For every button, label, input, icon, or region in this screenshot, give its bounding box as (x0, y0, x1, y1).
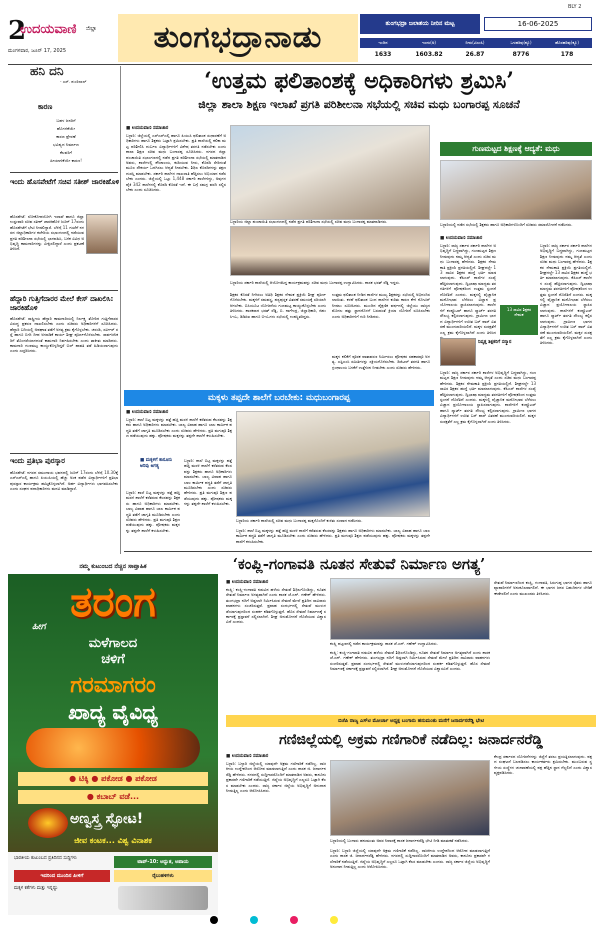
second-headline: ‘ಕಂಪ್ಲಿ-ಗಂಗಾವತಿ ನೂತನ ಸೇತುವೆ ನಿರ್ಮಾಣ ಅಗತ್ಯ’ (232, 555, 486, 573)
story-dateline: ■ ಉದಯವಾಣಿ ಸಮಾಚಾರ (226, 754, 269, 759)
poem-title: ಕಾರಣ (38, 103, 53, 111)
dam-label: ಇಂದಿನ (378, 40, 388, 45)
story-strap: ಬಿಜೆಪಿ ರಾಜ್ಯ ಎಸ್‌ಟಿ ಮೋರ್ಚಾ ಅಧ್ಯಕ್ಷ ಬಂಗಾರು ಹನುಮಂತು ಮನೆಗೆ ಜನಾರ್ದನರೆಡ್ಡಿ ಭೇಟಿ (226, 715, 596, 727)
event-photo (230, 226, 430, 276)
story-column: ಬಳ್ಳಾರಿ: ಶಾಲೆ ಬಿಟ್ಟ ಮಕ್ಕಳನ್ನು ಪತ್ತೆ ಹಚ್ಚಿ ಮರಳಿ ಶಾಲೆಗೆ ಕರೆತರುವ ಕೆಲಸವನ್ನು ಶಿಕ್ಷಕರು ಹಾಗೂ ಅಧಿಕಾರಿಗಳು ಮಾಡಬೇಕು. ಬಾಲ್ಯ ವಿವಾಹ ಹಾಗೂ ಬಾಲ ಕಾರ್ಮಿಕ ಪದ್ಧತಿ ತಡೆಗೆ ಜಾಗೃತಿ ಮೂಡಿಸಬೇಕು ಎಂದು ಸಚಿವರು ಹೇಳಿದರು. ಪ್ರತಿ ಮಗುವೂ ಶಿಕ್ಷಣ ಪಡೆಯುವುದು ಹಕ್ಕು. ಪೋಷಕರು ಮಕ್ಕಳನ್ನು ತಪ್ಪದೇ ಶಾಲೆಗೆ ಕಳುಹಿಸಬೇಕು. (236, 528, 430, 544)
reg-mark-black (210, 916, 218, 924)
photo-caption: ಬಳ್ಳಾರಿಯಲ್ಲಿ ನಡೆದ ಸಭೆಯಲ್ಲಿ ಶಿಕ್ಷಕರು ಹಾಗೂ ಅಧಿಕಾರಿಗಳೊಂದಿಗೆ ಸಚಿವರು ಸಮಾಲೋಚನೆ ನಡೆಸಿದರು. (440, 222, 573, 227)
photo-caption: ಬಳ್ಳಾರಿಯ ಸರ್ಕಾರಿ ಶಾಲೆಯಲ್ಲಿ ಆಯೋಜಿಸಿದ್ದ ಕಾರ್ಯಕ್ರಮವನ್ನು ಸಚಿವ ಮಧು ಬಂಗಾರಪ್ಪ ಉದ್ಘಾಟಿಸಿದರು. ಶಾಸಕ ಭರತ್ ರೆಡ್ಡಿ ಇದ್ದರು. (230, 280, 401, 285)
story-column: ಬಳ್ಳಾರಿ: ರಾಜ್ಯ ಸರ್ಕಾರ ಸರ್ಕಾರಿ ಶಾಲೆಗಳ ಅಭಿವೃದ್ಧಿಗೆ ಬದ್ಧವಾಗಿದ್ದು, ಗುಣಮಟ್ಟದ ಶಿಕ್ಷಣ ನೀಡುವುದು ನಮ್ಮ ಆದ್ಯತೆ ಎಂದು ಸಚಿವ ಮಧು ಬಂಗಾರಪ್ಪ ಹೇಳಿದರು. ಶಿಕ್ಷಕರ ನೇಮಕಾತಿ ಪ್ರಕ್ರಿಯೆ ಪ್ರಗತಿಯಲ್ಲಿದೆ. ಶೀಘ್ರದಲ್ಲೇ 13 ಸಾವಿರ ಶಿಕ್ಷಕರ ಹುದ್ದೆ ಭರ್ತಿ ಮಾಡಲಾಗುವುದು. ಕೆಪಿಎಸ್ ಶಾಲೆಗಳ ಸಂಖ್ಯೆ ಹೆಚ್ಚಿಸಲಾಗುವುದು. ದ್ವಿಭಾಷಾ ಮಾಧ್ಯಮ ತರಗತಿಗಳಿಗೆ ಪೋಷಕರಿಂದ ಉತ್ತಮ ಸ್ಪಂದನೆ ದೊರೆತಿದೆ ಎಂದರು. ಮಕ್ಕಳಲ್ಲಿ ವೈಜ್ಞಾನಿಕ ಮನೋಭಾವ ಬೆಳೆಸಲು ವಿಜ್ಞಾನ ಪ್ರಯೋಗಾಲಯ ಸ್ಥಾಪಿಸಲಾಗುವುದು. ಶಾಲೆಗಳಿಗೆ ಕಂಪ್ಯೂಟರ್ ಹಾಗೂ ಸ್ಮಾರ್ಟ್ ತರಗತಿ ಸೌಲಭ್ಯ ಕಲ್ಪಿಸಲಾಗುವುದು. ಗ್ರಾಮೀಣ ಭಾಗದ ವಿದ್ಯಾರ್ಥಿಗಳಿಗೆ ಉಚಿತ ಬಸ್ ಪಾಸ್ ವಿತರಣೆ ಮುಂದುವರಿಯಲಿದೆ. ಮಕ್ಕಳ ಸುರಕ್ಷತೆಗೆ ಎಲ್ಲ ಕ್ರಮ ಕೈಗೊಳ್ಳಲಾಗಿದೆ ಎಂದು ತಿಳಿಸಿದ (440, 243, 496, 335)
story-column: ಬಳ್ಳಾರಿ: ಶಾಲೆ ಬಿಟ್ಟ ಮಕ್ಕಳನ್ನು ಪತ್ತೆ ಹಚ್ಚಿ ಮರಳಿ ಶಾಲೆಗೆ ಕರೆತರುವ ಕೆಲಸವನ್ನು ಶಿಕ್ಷಕರು ಹಾಗೂ ಅಧಿಕಾರಿಗಳು ಮಾಡಬೇಕು. ಬಾಲ್ಯ ವಿವಾಹ ಹಾಗೂ ಬಾಲ ಕಾರ್ಮಿಕ ಪದ್ಧತಿ ತಡೆಗೆ ಜಾಗೃತಿ ಮೂಡಿಸಬೇಕು ಎಂದು ಸಚಿವರು ಹೇಳಿದರು. ಪ್ರತಿ ಮಗುವೂ ಶಿಕ್ಷಣ ಪಡೆಯುವುದು ಹಕ್ಕು. ಪೋಷಕರು ಮಕ್ಕಳನ್ನು ತಪ್ಪದೇ ಶಾಲೆಗೆ ಕಳುಹಿಸಬೇಕು. (184, 458, 232, 507)
pull-quote: ■ ಮಕ್ಕಳಿಗೆ ಕಾನೂನು ಅರಿವು ಅಗತ್ಯ (140, 458, 173, 469)
honey-dani-author: - ಎಸ್. ಶುಂಠಿಲಾಲ್ (60, 79, 87, 84)
dam-value: 8776 (512, 51, 530, 58)
reddy-visit-photo (330, 760, 490, 836)
poem-line: ಬಹಳ ಜನರಿಗೆ (56, 118, 76, 123)
ad-menu-line: ● ಟಿಕ್ಕಿ ● ಪಕೋಡ ● ಪಕೋಡ (18, 772, 208, 786)
edition-tag: BLY 2 (568, 4, 582, 10)
story-column: ಬಳ್ಳಾರಿ: ಬಳ್ಳಾರಿ ಜಿಲ್ಲೆಯಲ್ಲಿ ಯಾವುದೇ ಅಕ್ರಮ ಗಣಿಗಾರಿಕೆ ನಡೆದಿಲ್ಲ. ರಾಜಕೀಯ ಉದ್ದೇಶದಿಂದ ಆರೋಪ ಮಾಡಲಾಗುತ್ತಿದೆ ಎಂದು ಶಾಸಕ ಜಿ. ಜನಾರ್ದನರೆಡ್ಡಿ ಹೇಳಿದರು. ನಗರದಲ್ಲಿ ಸುದ್ದಿಗಾರರೊಂದಿಗೆ ಮಾತನಾಡಿದ ಅವರು, ಕಾನೂನು ಪ್ರಕಾರವೇ ಗಣಿಗಾರಿಕೆ ನಡೆಯುತ್ತಿದೆ. ಜಿಲ್ಲೆಯ ಅಭಿವೃದ್ಧಿಗೆ ಎಲ್ಲರೂ ಒಟ್ಟಾಗಿ ಕೆಲಸ ಮಾಡಬೇಕು ಎಂದರು. ರಾಜ್ಯ ಸರ್ಕಾರ ಜಿಲ್ಲೆಯ ಅಭಿವೃದ್ಧಿಗೆ ಅನುದಾನ ನೀಡುತ್ತಿಲ್ಲ ಎಂದು ಆರೋಪಿಸಿದರು. (226, 761, 326, 794)
bridge-event-photo (330, 578, 490, 640)
story-dateline: ■ ಉದಯವಾಣಿ ಸಮಾಚಾರ (126, 410, 169, 415)
poem-line: ಹೀಯಾಳಿಕೆಯೇ ಕಾರಣ! (50, 158, 82, 163)
story-column: ಮಕ್ಕಳ ಕಲಿಕೆಗೆ ಪೂರಕ ವಾತಾವರಣ ನಿರ್ಮಿಸಲು ಪೋಷಕರ ಸಹಕಾರವೂ ಅಗತ್ಯ. ಎಸ್ಡಿಎಂಸಿ ಸಮಿತಿಗಳನ್ನು ಸಕ್ರಿಯಗೊಳಿಸಬೇಕು. ಡಿಜಿಟಲ್ ತರಗತಿ ಹಾಗೂ ಗ್ರಂಥಾಲಯ ಬಳಕೆಗೆ ಉತ್ತೇಜನ ನೀಡಬೇಕು ಎಂದು ಸಚಿವರು ಹೇಳಿದರು. (332, 354, 430, 370)
story-column: ಶಿಕ್ಷಕರ ಕೊರತೆ ನೀಗಿಸಲು ಅತಿಥಿ ಶಿಕ್ಷಕರ ನೇಮಕ ಪ್ರಕ್ರಿಯೆ ಶೀಘ್ರ ಪೂರ್ಣಗೊಳಿಸಬೇಕು. ಮಕ್ಕಳಿಗೆ ಸಮವಸ್ತ್ರ, ಪಠ್ಯಪುಸ್ತಕ ವಿತರಣೆ ಸಮಯಕ್ಕೆ ಸರಿಯಾಗಿ ಆಗಬೇಕು. ಬಿಸಿಯೂಟ ಯೋಜನೆಯ ಗುಣಮಟ್ಟ ಕಾಯ್ದುಕೊಳ್ಳಬೇಕು ಎಂದು ತಿಳಿಸಿದರು. ಶಾಸಕರಾದ ಭರತ್ ರೆಡ್ಡಿ, ಬಿ. ನಾಗೇಂದ್ರ, ಜಿಲ್ಲಾಧಿಕಾರಿ, ಜಿಪಂ ಸಿಇಒ, ಡಿಡಿಪಿಐ ಹಾಗೂ ಬಿಇಒಗಳು ಸಭೆಯಲ್ಲಿ ಉಪಸ್ಥಿತರಿದ್ದರು. (230, 292, 326, 319)
column-divider (120, 66, 121, 554)
ad-tagline: ನಮ್ಮ ಕುಟುಂಬದ ನೆಚ್ಚಿನ ಸಾಪ್ತಾಹಿಕ (8, 560, 218, 574)
dam-label: ನೀರು(ಟಿಎಂಸಿ) (465, 40, 485, 45)
ad-brand: ತರಂಗ (70, 577, 156, 626)
dam-label: ಇಂದು(ಅ) (422, 40, 436, 45)
story-dateline: ■ ಉದಯವಾಣಿ ಸಮಾಚಾರ (440, 236, 483, 241)
dam-label: ಒಳಹರಿವು(ಕ್ಯೂ) (510, 40, 532, 45)
poem-line: ಭವಿಷ್ಯದ ನಿರ್ಮಾಣ (53, 142, 79, 147)
ad-line: ಅಣ್ವಸ್ತ್ರ ಸ್ಫೋಟ! (70, 811, 144, 827)
photo-caption: ಬಳ್ಳಾರಿಯ ಸರ್ಕಾರಿ ಶಾಲೆಯಲ್ಲಿ ಸಚಿವ ಮಧು ಬಂಗಾರಪ್ಪ ಮಕ್ಕಳೊಂದಿಗೆ ಕುಳಿತು ಸಂವಾದ ನಡೆಸಿದರು. (236, 518, 363, 523)
story-dateline: ■ ಉದಯವಾಣಿ ಸಮಾಚಾರ (126, 126, 169, 131)
photo-caption: ಕಂಪ್ಲಿ ಪಟ್ಟಣದಲ್ಲಿ ನಡೆದ ಕಾರ್ಯಕ್ರಮವನ್ನು ಶಾಸಕ ಜೆ.ಎನ್. ಗಣೇಶ್ ಉದ್ಘಾಟಿಸಿದರು. (330, 641, 438, 646)
ad-teaser: ರೈಲುಹಳಿಗಳು (114, 870, 212, 882)
issue-dateline: ಮಂಗಳವಾರ, ಜೂನ್ 17, 2025 (8, 48, 66, 54)
brand-edition: ಜಿಲ್ಲಾ (86, 25, 97, 32)
side-story-banner: ಗುಣಮಟ್ಟದ ಶಿಕ್ಷಣಕ್ಕೆ ಆದ್ಯತೆ: ಮಧು (440, 142, 592, 156)
ad-teaser: ಮಕ್ಕಳ ಕತೆಗಳು ಮತ್ತು ಇನ್ನಷ್ಟು (14, 886, 58, 891)
teacher-photo (440, 338, 476, 366)
train-image (118, 886, 208, 910)
ad-line: ಗರಮಾಗರಂ (70, 672, 156, 698)
explosion-image (28, 808, 68, 838)
news-headline: ಹೆದ್ದಾರಿ ಗುತ್ತಿಗೆದಾರರ ಮೇಲೆ ಕೇಸ್ ದಾಖಲಿಸಿ: ಜಾರಕಿಹೊಳಿ (10, 295, 114, 312)
story-dateline: ■ ಉದಯವಾಣಿ ಸಮಾಚಾರ (226, 580, 269, 585)
news-headline: ಇಂದು ಹೊಸಪೇಟೆಗೆ ಸಚಿವ ಸತೀಶ್ ಜಾರಕಿಹೊಳಿ (10, 178, 120, 186)
photo-caption: ಬಳ್ಳಾರಿಯ ಜಿಲ್ಲಾ ಪಂಚಾಯಿತಿ ಸಭಾಂಗಣದಲ್ಲಿ ನಡೆದ ಪ್ರಗತಿ ಪರಿಶೀಲನಾ ಸಭೆಯಲ್ಲಿ ಸಚಿವ ಮಧು ಬಂಗಾರಪ್ಪ ಮಾತನಾಡಿದರು. (230, 219, 388, 224)
ad-teaser: ಇದರಿಂದ ಮುಂದಿನ ಪೀಳಿಗೆ (14, 870, 110, 882)
ad-menu-line: ● ಕಬಾಬ್ ವಡೆ... (18, 790, 208, 804)
dam-level-date: 16-06-2025 (484, 17, 592, 31)
poem-line: ಕೆಲವರಿಗೆ (60, 150, 72, 155)
poem-line: ಕಾರಣ ಪ್ರೇರಣೆ (56, 134, 76, 139)
supplement-title: ತುಂಗಭದ್ರಾನಾಡು (118, 14, 358, 62)
ad-bottom-panel (8, 852, 218, 915)
ad-brand-sub: ಹೀಗ (32, 622, 46, 632)
main-subheadline: ಜಿಲ್ಲಾ ಶಾಲಾ ಶಿಕ್ಷಣ ಇಲಾಖೆ ಪ್ರಗತಿ ಪರಿಶೀಲನಾ ಸಭೆಯಲ್ಲಿ ಸಚಿವ ಮಧು ಬಂಗಾರಪ್ಪ ಸೂಚನೆ (198, 98, 520, 111)
news-body: ಹೊಸಪೇಟೆ: ಲೋಕೋಪಯೋಗಿ ಇಲಾಖೆ ಹಾಗೂ ಜಿಲ್ಲಾ ಉಸ್ತುವಾರಿ ಸಚಿವ ಸತೀಶ್ ಜಾರಕಿಹೊಳಿ ಜೂನ್ 17ರಂದು ಹೊಸಪೇಟೆಗೆ ಭೇಟಿ ನೀಡಲಿದ್ದಾರೆ. ಬೆಳಿಗ್ಗೆ 11 ಗಂಟೆಗೆ ನಗರದ ಜಿಲ್ಲಾಧಿಕಾರಿಗಳ ಕಚೇರಿಯ ಸಭಾಂಗಣದಲ್ಲಿ ನಡೆಯುವ ಪ್ರಗತಿ ಪರಿಶೀಲನಾ ಸಭೆಯಲ್ಲಿ ಭಾಗವಹಿಸಿ, ಬಳಿಕ ವಿವಿಧ ಅಭಿವೃದ್ಧಿ ಕಾಮಗಾರಿಗಳನ್ನು ವೀಕ್ಷಿಸಲಿದ್ದಾರೆ ಎಂದು ಪ್ರಕಟಣೆ ತಿಳಿಸಿದೆ. (10, 214, 84, 252)
ad-line: ಖಾದ್ಯ ವೈವಿಧ್ಯ (68, 700, 158, 724)
ad-teaser: ಟಾಪ್-10: ಅಧ್ಭುತ, ಅಪಾಯ (114, 856, 212, 868)
ad-line: ಮಳೆಗಾಲದ (88, 636, 138, 651)
story-column: ಬಳ್ಳಾರಿ: ಬಳ್ಳಾರಿ ಜಿಲ್ಲೆಯಲ್ಲಿ ಯಾವುದೇ ಅಕ್ರಮ ಗಣಿಗಾರಿಕೆ ನಡೆದಿಲ್ಲ. ರಾಜಕೀಯ ಉದ್ದೇಶದಿಂದ ಆರೋಪ ಮಾಡಲಾಗುತ್ತಿದೆ ಎಂದು ಶಾಸಕ ಜಿ. ಜನಾರ್ದನರೆಡ್ಡಿ ಹೇಳಿದರು. ನಗರದಲ್ಲಿ ಸುದ್ದಿಗಾರರೊಂದಿಗೆ ಮಾತನಾಡಿದ ಅವರು, ಕಾನೂನು ಪ್ರಕಾರವೇ ಗಣಿಗಾರಿಕೆ ನಡೆಯುತ್ತಿದೆ. ಜಿಲ್ಲೆಯ ಅಭಿವೃದ್ಧಿಗೆ ಎಲ್ಲರೂ ಒಟ್ಟಾಗಿ ಕೆಲಸ ಮಾಡಬೇಕು ಎಂದರು. ರಾಜ್ಯ ಸರ್ಕಾರ ಜಿಲ್ಲೆಯ ಅಭಿವೃದ್ಧಿಗೆ ಅನುದಾನ ನೀಡುತ್ತಿಲ್ಲ ಎಂದು ಆರೋಪಿಸಿದರು. (330, 848, 490, 870)
section-divider (10, 290, 118, 291)
ad-line: ಚಳಿಗೆ (101, 652, 125, 667)
dam-value: 1633 (374, 51, 392, 58)
dam-value: 26.87 (465, 51, 485, 58)
story-column: ಕಂಪ್ಲಿ: ಕಂಪ್ಲಿ-ಗಂಗಾವತಿ ನಡುವಿನ ಹಳೆಯ ಸೇತುವೆ ಶಿಥಿಲಗೊಂಡಿದ್ದು, ನೂತನ ಸೇತುವೆ ನಿರ್ಮಾಣ ಅಗತ್ಯವಾಗಿದೆ ಎಂದು ಶಾಸಕ ಜೆ.ಎನ್. ಗಣೇಶ್ ಹೇಳಿದರು. ತುಂಗಭದ್ರಾ ನದಿಗೆ ಅಡ್ಡಲಾಗಿ ನಿರ್ಮಿಸಿರುವ ಸೇತುವೆ ಮೇಲೆ ಪ್ರತಿದಿನ ಸಾವಿರಾರು ವಾಹನಗಳು ಸಂಚರಿಸುತ್ತವೆ. ಪ್ರವಾಹ ಸಂದರ್ಭದಲ್ಲಿ ಸೇತುವೆ ಮುಳುಗಡೆಯಾಗುವುದರಿಂದ ಸಂಪರ್ಕ ಕಡಿತಗೊಳ್ಳುತ್ತದೆ. ಹೊಸ ಸೇತುವೆ ನಿರ್ಮಾಣಕ್ಕೆ ಸರ್ಕಾರಕ್ಕೆ ಪ್ರಸ್ತಾವನೆ ಸಲ್ಲಿಸಲಾಗಿದೆ. ಶೀಘ್ರ ಅನುಮೋದನೆ ದೊರೆಯುವ ವಿಶ್ವಾಸವಿದೆ ಎಂದರು. (226, 587, 326, 625)
reg-mark-magenta (290, 916, 298, 924)
section-divider (124, 551, 592, 552)
news-headline: ಇಂದು ಪ್ರತಿಭಾ ಪುರಸ್ಕಾರ (10, 457, 65, 465)
highlight-box: 13 ಸಾವಿರ ಶಿಕ್ಷಕರ ನೇಮಕ (500, 305, 538, 335)
taranga-advertisement[interactable] (8, 560, 218, 915)
story-column: ಕೇಂದ್ರ ಸರ್ಕಾರದ ಯೋಜನೆಗಳನ್ನು ಜಿಲ್ಲೆಗೆ ತರಲು ಪ್ರಯತ್ನಿಸಲಾಗುವುದು. ಪಕ್ಷದ ಸಂಘಟನೆ ಬಲಪಡಿಸಲು ಕಾರ್ಯಕರ್ತರು ಶ್ರಮಿಸಬೇಕು. ಮುಂಬರುವ ಸ್ಥಳೀಯ ಸಂಸ್ಥೆಗಳ ಚುನಾವಣೆಯಲ್ಲಿ ಪಕ್ಷ ಹೆಚ್ಚಿನ ಸ್ಥಾನ ಗೆಲ್ಲಲಿದೆ ಎಂದು ವಿಶ್ವಾಸ ವ್ಯಕ್ತಪಡಿಸಿದರು. (494, 754, 592, 776)
story-column: ಬಳ್ಳಾರಿ: ಶಾಲೆ ಬಿಟ್ಟ ಮಕ್ಕಳನ್ನು ಪತ್ತೆ ಹಚ್ಚಿ ಮರಳಿ ಶಾಲೆಗೆ ಕರೆತರುವ ಕೆಲಸವನ್ನು ಶಿಕ್ಷಕರು ಹಾಗೂ ಅಧಿಕಾರಿಗಳು ಮಾಡಬೇಕು. ಬಾಲ್ಯ ವಿವಾಹ ಹಾಗೂ ಬಾಲ ಕಾರ್ಮಿಕ ಪದ್ಧತಿ ತಡೆಗೆ ಜಾಗೃತಿ ಮೂಡಿಸಬೇಕು ಎಂದು ಸಚಿವರು ಹೇಳಿದರು. ಪ್ರತಿ ಮಗುವೂ ಶಿಕ್ಷಣ ಪಡೆಯುವುದು ಹಕ್ಕು. ಪೋಷಕರು ಮಕ್ಕಳನ್ನು ತಪ್ಪದೇ ಶಾಲೆಗೆ ಕಳುಹಿಸಬೇಕು. (126, 417, 232, 439)
story-column: ಬಳ್ಳಾರಿ: ರಾಜ್ಯ ಸರ್ಕಾರ ಸರ್ಕಾರಿ ಶಾಲೆಗಳ ಅಭಿವೃದ್ಧಿಗೆ ಬದ್ಧವಾಗಿದ್ದು, ಗುಣಮಟ್ಟದ ಶಿಕ್ಷಣ ನೀಡುವುದು ನಮ್ಮ ಆದ್ಯತೆ ಎಂದು ಸಚಿವ ಮಧು ಬಂಗಾರಪ್ಪ ಹೇಳಿದರು. ಶಿಕ್ಷಕರ ನೇಮಕಾತಿ ಪ್ರಕ್ರಿಯೆ ಪ್ರಗತಿಯಲ್ಲಿದೆ. ಶೀಘ್ರದಲ್ಲೇ 13 ಸಾವಿರ ಶಿಕ್ಷಕರ ಹುದ್ದೆ ಭರ್ತಿ ಮಾಡಲಾಗುವುದು. ಕೆಪಿಎಸ್ ಶಾಲೆಗಳ ಸಂಖ್ಯೆ ಹೆಚ್ಚಿಸಲಾಗುವುದು. ದ್ವಿಭಾಷಾ ಮಾಧ್ಯಮ ತರಗತಿಗಳಿಗೆ ಪೋಷಕರಿಂದ ಉತ್ತಮ ಸ್ಪಂದನೆ ದೊರೆತಿದೆ ಎಂದರು. ಮಕ್ಕಳಲ್ಲಿ ವೈಜ್ಞಾನಿಕ ಮನೋಭಾವ ಬೆಳೆಸಲು ವಿಜ್ಞಾನ ಪ್ರಯೋಗಾಲಯ ಸ್ಥಾಪಿಸಲಾಗುವುದು. ಶಾಲೆಗಳಿಗೆ ಕಂಪ್ಯೂಟರ್ ಹಾಗೂ ಸ್ಮಾರ್ಟ್ ತರಗತಿ ಸೌಲಭ್ಯ ಕಲ್ಪಿಸಲಾಗುವುದು. ಗ್ರಾಮೀಣ ಭಾಗದ ವಿದ್ಯಾರ್ಥಿಗಳಿಗೆ ಉಚಿತ ಬಸ್ ಪಾಸ್ ವಿತರಣೆ ಮುಂದುವರಿಯಲಿದೆ. ಮಕ್ಕಳ ಸುರಕ್ಷತೆಗೆ ಎಲ್ಲ ಕ್ರಮ ಕೈಗೊಳ್ಳಲಾಗಿದೆ ಎಂದು ತಿಳಿಸಿದರು. (440, 370, 536, 424)
students-photo (236, 411, 430, 517)
story-column: ಬಳ್ಳಾರಿ: ರಾಜ್ಯ ಸರ್ಕಾರ ಸರ್ಕಾರಿ ಶಾಲೆಗಳ ಅಭಿವೃದ್ಧಿಗೆ ಬದ್ಧವಾಗಿದ್ದು, ಗುಣಮಟ್ಟದ ಶಿಕ್ಷಣ ನೀಡುವುದು ನಮ್ಮ ಆದ್ಯತೆ ಎಂದು ಸಚಿವ ಮಧು ಬಂಗಾರಪ್ಪ ಹೇಳಿದರು. ಶಿಕ್ಷಕರ ನೇಮಕಾತಿ ಪ್ರಕ್ರಿಯೆ ಪ್ರಗತಿಯಲ್ಲಿದೆ. ಶೀಘ್ರದಲ್ಲೇ 13 ಸಾವಿರ ಶಿಕ್ಷಕರ ಹುದ್ದೆ ಭರ್ತಿ ಮಾಡಲಾಗುವುದು. ಕೆಪಿಎಸ್ ಶಾಲೆಗಳ ಸಂಖ್ಯೆ ಹೆಚ್ಚಿಸಲಾಗುವುದು. ದ್ವಿಭಾಷಾ ಮಾಧ್ಯಮ ತರಗತಿಗಳಿಗೆ ಪೋಷಕರಿಂದ ಉತ್ತಮ ಸ್ಪಂದನೆ ದೊರೆತಿದೆ ಎಂದರು. ಮಕ್ಕಳಲ್ಲಿ ವೈಜ್ಞಾನಿಕ ಮನೋಭಾವ ಬೆಳೆಸಲು ವಿಜ್ಞಾನ ಪ್ರಯೋಗಾಲಯ ಸ್ಥಾಪಿಸಲಾಗುವುದು. ಶಾಲೆಗಳಿಗೆ ಕಂಪ್ಯೂಟರ್ ಹಾಗೂ ಸ್ಮಾರ್ಟ್ ತರಗತಿ ಸೌಲಭ್ಯ ಕಲ್ಪಿಸಲಾಗುವುದು. ಗ್ರಾಮೀಣ ಭಾಗದ ವಿದ್ಯಾರ್ಥಿಗಳಿಗೆ ಉಚಿತ ಬಸ್ ಪಾಸ್ ವಿತರಣೆ ಮುಂದುವರಿಯಲಿದೆ. ಮಕ್ಕಳ ಸುರಕ್ಷತೆಗೆ ಎಲ್ಲ ಕ್ರಮ ಕೈಗೊಳ್ಳಲಾಗಿದೆ ಎಂದು ತಿಳಿಸಿದರು. (540, 243, 592, 346)
section-divider (10, 172, 118, 173)
news-body: ಹೊಸಪೇಟೆ: ನಗರದ ಸಮುದಾಯ ಭವನದಲ್ಲಿ ಜೂನ್ 17ರಂದು ಬೆಳಿಗ್ಗೆ 10.30ಕ್ಕೆ ಎಸ್ಎಸ್ಎಲ್ಸಿ ಹಾಗೂ ಪಿಯುಸಿಯಲ್ಲಿ ಹೆಚ್ಚು ಅಂಕ ಪಡೆದ ವಿದ್ಯಾರ್ಥಿಗಳಿಗೆ ಪ್ರತಿಭಾ ಪುರಸ್ಕಾರ ಕಾರ್ಯಕ್ರಮ ಹಮ್ಮಿಕೊಳ್ಳಲಾಗಿದೆ. ಅರ್ಹ ವಿದ್ಯಾರ್ಥಿಗಳು ಭಾಗವಹಿಸಬೇಕು ಎಂದು ಸಂಘದ ಪದಾಧಿಕಾರಿಗಳು ಮನವಿ ಮಾಡಿದ್ದಾರೆ. (10, 470, 118, 492)
reg-mark-cyan (250, 916, 258, 924)
newspaper-brand: ಉದಯವಾಣಿ (20, 22, 77, 37)
dam-level-header: ತುಂಗಭದ್ರಾ ಜಲಾಶಯ ನೀರಿನ ಮಟ್ಟ (360, 14, 480, 34)
news-body: ಹೊಸಪೇಟೆ: ರಾಷ್ಟ್ರೀಯ ಹೆದ್ದಾರಿ ಕಾಮಗಾರಿಯಲ್ಲಿ ನಿರ್ಲಕ್ಷ್ಯ ತೋರಿದ ಗುತ್ತಿಗೆದಾರರ ವಿರುದ್ಧ ಪ್ರಕರಣ ದಾಖಲಿಸಬೇಕು ಎಂದು ಸಚಿವರು ಅಧಿಕಾರಿಗಳಿಗೆ ಸೂಚಿಸಿದರು. ಹೆದ್ದಾರಿ ಬದಿಯಲ್ಲಿ ಅಪಘಾತ ತಡೆಗೆ ಅಗತ್ಯ ಕ್ರಮ ಕೈಗೊಳ್ಳಬೇಕು. ಚರಂಡಿ, ಸರ್ವೀಸ್ ರಸ್ತೆ ಹಾಗೂ ಬೀದಿ ದೀಪ ಅಳವಡಿಕೆ ಕಾರ್ಯ ಶೀಘ್ರ ಪೂರ್ಣಗೊಳಿಸಬೇಕು. ಸಾರ್ವಜನಿಕರಿಗೆ ತೊಂದರೆಯಾಗದಂತೆ ಕಾಮಗಾರಿ ನಿರ್ವಹಿಸಬೇಕು ಎಂದು ತಾಕೀತು ಮಾಡಿದರು. ಕಾಮಗಾರಿ ಗುಣಮಟ್ಟ ಕಾಯ್ದುಕೊಳ್ಳದಿದ್ದರೆ ಬಿಲ್ ಪಾವತಿ ತಡೆ ಹಿಡಿಯಲಾಗುವುದು ಎಂದು ಎಚ್ಚರಿಸಿದರು. (10, 316, 118, 354)
reg-mark-yellow (330, 916, 338, 924)
section-divider (10, 453, 118, 454)
dam-level-box (360, 14, 592, 62)
dam-level-labels (360, 38, 592, 48)
side-subhead: ನಿವೃತ್ತ ಶಿಕ್ಷಕರಿಗೆ ಸನ್ಮಾನ (478, 340, 512, 345)
minister-photo (86, 214, 118, 254)
food-image (26, 728, 200, 768)
poem-line: ಹೊಗಳಿಕೆಯೇ (56, 126, 76, 131)
page-number: 2 (8, 16, 27, 46)
ad-teaser: ಭಾರತೀಯ ಕುಟುಂಬದ ಪ್ರತಿದಿನದ ಸುದ್ದಿಗಳು (14, 856, 77, 861)
honey-dani-logo: ಹನಿ ದನಿ (30, 64, 64, 78)
story-column: ಬಳ್ಳಾರಿ: ಶಾಲೆ ಬಿಟ್ಟ ಮಕ್ಕಳನ್ನು ಪತ್ತೆ ಹಚ್ಚಿ ಮರಳಿ ಶಾಲೆಗೆ ಕರೆತರುವ ಕೆಲಸವನ್ನು ಶಿಕ್ಷಕರು ಹಾಗೂ ಅಧಿಕಾರಿಗಳು ಮಾಡಬೇಕು. ಬಾಲ್ಯ ವಿವಾಹ ಹಾಗೂ ಬಾಲ ಕಾರ್ಮಿಕ ಪದ್ಧತಿ ತಡೆಗೆ ಜಾಗೃತಿ ಮೂಡಿಸಬೇಕು ಎಂದು ಸಚಿವರು ಹೇಳಿದರು. ಪ್ರತಿ ಮಗುವೂ ಶಿಕ್ಷಣ ಪಡೆಯುವುದು ಹಕ್ಕು. ಪೋಷಕರು ಮಕ್ಕಳನ್ನು ತಪ್ಪದೇ ಶಾಲೆಗೆ ಕಳುಹಿಸಬೇಕು. (126, 490, 180, 533)
side-story-photo (440, 160, 592, 220)
photo-caption: ಬಳ್ಳಾರಿಯಲ್ಲಿ ಬಂಗಾರು ಹನುಮಂತು ಅವರ ನಿವಾಸಕ್ಕೆ ಶಾಸಕ ಜನಾರ್ದನರೆಡ್ಡಿ ಭೇಟಿ ನೀಡಿ ಮಾತುಕತೆ ನಡೆಸಿದರು. (330, 838, 469, 843)
dam-label: ಹೊರಹರಿವು(ಕ್ಯೂ) (555, 40, 579, 45)
story-column: ಬಳ್ಳಾರಿ: ಜಿಲ್ಲೆಯಲ್ಲಿ ಎಸ್ಎಸ್ಎಲ್ಸಿ ಹಾಗೂ ಪಿಯುಸಿ ಫಲಿತಾಂಶ ಸುಧಾರಣೆಗೆ ಅಧಿಕಾರಿಗಳು ಹಾಗೂ ಶಿಕ್ಷಕರು ಒಟ್ಟಾಗಿ ಶ್ರಮಿಸಬೇಕು. ಪ್ರತಿ ಶಾಲೆಯಲ್ಲಿ ಕಲಿಕಾ ಮಟ್ಟ ಪರಿಶೀಲಿಸಿ ದುರ್ಬಲ ವಿದ್ಯಾರ್ಥಿಗಳಿಗೆ ವಿಶೇಷ ತರಗತಿ ನಡೆಸಬೇಕು ಎಂದು ಶಾಲಾ ಶಿಕ್ಷಣ ಸಚಿವ ಮಧು ಬಂಗಾರಪ್ಪ ಸೂಚಿಸಿದರು. ನಗರದ ಜಿಲ್ಲಾ ಪಂಚಾಯಿತಿ ಸಭಾಂಗಣದಲ್ಲಿ ನಡೆದ ಪ್ರಗತಿ ಪರಿಶೀಲನಾ ಸಭೆಯಲ್ಲಿ ಮಾತನಾಡಿದ ಅವರು, ಶಾಲೆಗಳಲ್ಲಿ ಶೌಚಾಲಯ, ಕುಡಿಯುವ ನೀರು, ಕೊಠಡಿ ಸೇರಿದಂತೆ ಮೂಲ ಸೌಕರ್ಯ ಒದಗಿಸಲು ಆದ್ಯತೆ ನೀಡಬೇಕು. ಶಿಥಿಲ ಕೊಠಡಿಗಳನ್ನು ತಕ್ಷಣ ದುರಸ್ತಿ ಮಾಡಬೇಕು. ಸರ್ಕಾರಿ ಶಾಲೆಗಳ ದಾಖಲಾತಿ ಹೆಚ್ಚಿಸಲು ಅಭಿಯಾನ ನಡೆಸಬೇಕು ಎಂದರು. ಜಿಲ್ಲೆಯಲ್ಲಿ ಒಟ್ಟು 1,448 ಸರ್ಕಾರಿ ಶಾಲೆಗಳಿದ್ದು, ಅವುಗಳ ಪೈಕಿ 342 ಶಾಲೆಗಳಲ್ಲಿ ಕೊಠಡಿ ಕೊರತೆ ಇದೆ. ಈ ಬಗ್ಗೆ ಸಮಗ್ರ ವರದಿ ಸಲ್ಲಿಸಬೇಕು ಎಂದು ಸೂಚಿಸಿದರು. (126, 133, 226, 193)
dam-value: 178 (560, 51, 574, 58)
main-headline: ‘ಉತ್ತಮ ಫಲಿತಾಂಶಕ್ಕೆ ಅಧಿಕಾರಿಗಳು ಶ್ರಮಿಸಿ’ (204, 68, 514, 94)
story-column: ಕಂಪ್ಲಿ: ಕಂಪ್ಲಿ-ಗಂಗಾವತಿ ನಡುವಿನ ಹಳೆಯ ಸೇತುವೆ ಶಿಥಿಲಗೊಂಡಿದ್ದು, ನೂತನ ಸೇತುವೆ ನಿರ್ಮಾಣ ಅಗತ್ಯವಾಗಿದೆ ಎಂದು ಶಾಸಕ ಜೆ.ಎನ್. ಗಣೇಶ್ ಹೇಳಿದರು. ತುಂಗಭದ್ರಾ ನದಿಗೆ ಅಡ್ಡಲಾಗಿ ನಿರ್ಮಿಸಿರುವ ಸೇತುವೆ ಮೇಲೆ ಪ್ರತಿದಿನ ಸಾವಿರಾರು ವಾಹನಗಳು ಸಂಚರಿಸುತ್ತವೆ. ಪ್ರವಾಹ ಸಂದರ್ಭದಲ್ಲಿ ಸೇತುವೆ ಮುಳುಗಡೆಯಾಗುವುದರಿಂದ ಸಂಪರ್ಕ ಕಡಿತಗೊಳ್ಳುತ್ತದೆ. ಹೊಸ ಸೇತುವೆ ನಿರ್ಮಾಣಕ್ಕೆ ಸರ್ಕಾರಕ್ಕೆ ಪ್ರಸ್ತಾವನೆ ಸಲ್ಲಿಸಲಾಗಿದೆ. ಶೀಘ್ರ ಅನುಮೋದನೆ ದೊರೆಯುವ ವಿಶ್ವಾಸವಿದೆ ಎಂದರು. (330, 650, 490, 672)
third-headline: ಗಣಿಜಿಲ್ಲೆಯಲ್ಲಿ ಅಕ್ರಮ ಗಣಿಗಾರಿಕೆ ನಡೆದಿಲ್ಲ: ಜನಾರ್ದನರೆಡ್ಡಿ (279, 732, 543, 748)
story-column: ಉತ್ತಮ ಫಲಿತಾಂಶ ನೀಡಿದ ಶಾಲೆಗಳ ಮುಖ್ಯ ಶಿಕ್ಷಕರನ್ನು ಸಭೆಯಲ್ಲಿ ಅಭಿನಂದಿಸಲಾಯಿತು. ಕಳಪೆ ಫಲಿತಾಂಶ ಬಂದ ಶಾಲೆಗಳ ಕುರಿತು ಕಾರಣ ಕೇಳಿ ನೋಟಿಸ್ ನೀಡಲು ಸೂಚಿಸಿದರು. ಮುಂದಿನ ಶೈಕ್ಷಣಿಕ ವರ್ಷದಲ್ಲಿ ಜಿಲ್ಲೆಯು ರಾಜ್ಯದ ಮೊದಲ ಹತ್ತು ಸ್ಥಾನದೊಳಗೆ ಬರುವಂತೆ ಕ್ರಿಯಾ ಯೋಜನೆ ರೂಪಿಸಬೇಕು ಎಂದು ಅಧಿಕಾರಿಗಳಿಗೆ ಗುರಿ ನೀಡಿದರು. (332, 292, 430, 319)
dam-value: 1603.82 (415, 51, 443, 58)
masthead-divider (8, 64, 592, 65)
ribbon-headline: ಮಕ್ಕಳು ತಪ್ಪದೇ ಶಾಲೆಗೆ ಬರಬೇಕು: ಮಧುಬಂಗಾರಪ್ಪ (124, 390, 434, 406)
print-registration-marks (210, 916, 390, 924)
meeting-photo (230, 125, 430, 220)
story-column: ಸೇತುವೆ ನಿರ್ಮಾಣದಿಂದ ಕಂಪ್ಲಿ, ಗಂಗಾವತಿ, ಸಿರುಗುಪ್ಪ ಭಾಗದ ರೈತರು ಹಾಗೂ ವ್ಯಾಪಾರಿಗಳಿಗೆ ಅನುಕೂಲವಾಗಲಿದೆ. ಈ ಭಾಗದ ಜನರ ಬಹುದಿನಗಳ ಬೇಡಿಕೆ ಈಡೇರಲಿದೆ ಎಂದು ಮುಖಂಡರು ತಿಳಿಸಿದರು. (494, 580, 592, 596)
ad-line: ಜೀವ ಕಂಟಕ... ವಿಶ್ವ ವಿನಾಶಕ (74, 836, 152, 845)
